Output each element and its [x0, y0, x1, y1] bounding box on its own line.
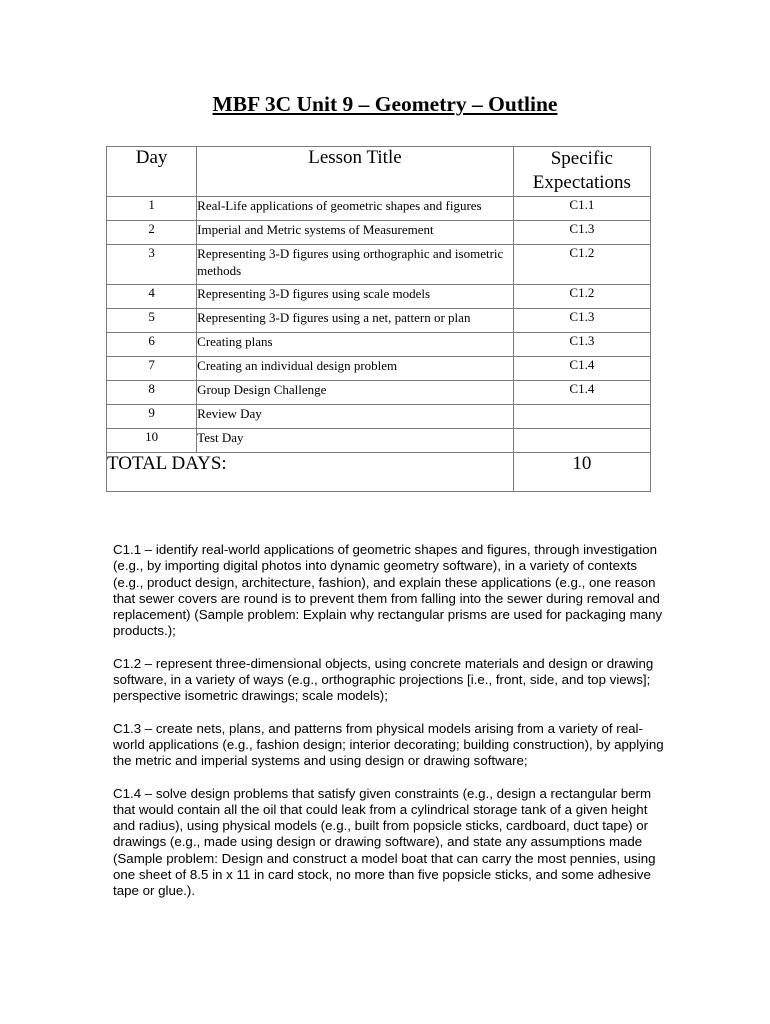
day-cell: 6	[107, 333, 197, 357]
table-row	[107, 429, 651, 453]
table-row	[107, 381, 651, 405]
table-row	[107, 405, 651, 429]
table-row	[107, 333, 651, 357]
lesson-cell: Imperial and Metric systems of Measurement	[197, 221, 514, 245]
lesson-cell: Creating plans	[197, 333, 514, 357]
day-cell: 1	[107, 197, 197, 221]
table-header-row	[107, 147, 651, 197]
expectation-cell: C1.4	[513, 381, 650, 405]
expectation-cell: C1.4	[513, 357, 650, 381]
expectation-c1-1: C1.1 – identify real-world applications of geometric shapes and figures, through investigation (e.g., by importing digital photos into dynamic geometry software), in a variety of contexts (e.g., product design, architecture, fashion), and explain these applications (e.g., one reason that sewer covers are round is to prevent them from falling into the sewer during removal and replacement) (Sample problem: Explain why rectangular prisms are used for packaging many products.);	[113, 542, 663, 639]
day-cell: 2	[107, 221, 197, 245]
table-row	[107, 285, 651, 309]
day-cell: 4	[107, 285, 197, 309]
total-days-value: 10	[513, 453, 650, 492]
expectation-c1-2: C1.2 – represent three-dimensional objects, using concrete materials and design or drawing software, in a variety of ways (e.g., orthographic projections [i.e., front, side, and top views]; perspective isometric drawings; scale models);	[113, 655, 654, 704]
header-specific-expectations: Specific Expectations	[513, 147, 650, 197]
header-lesson-title: Lesson Title	[197, 147, 514, 197]
page-title: MBF 3C Unit 9 – Geometry – Outline	[212, 92, 558, 116]
day-cell: 5	[107, 309, 197, 333]
lesson-cell: Representing 3-D figures using a net, pattern or plan	[197, 309, 514, 333]
expectation-c1-3: C1.3 – create nets, plans, and patterns from physical models arising from a variety of real-world applications (e.g., fashion design; interior decorating; building construction), by applying the metric and imperial systems and using design or drawing software;	[113, 720, 664, 769]
outline-table	[106, 146, 651, 492]
day-cell: 3	[107, 245, 197, 285]
lesson-cell: Review Day	[197, 405, 514, 429]
day-cell: 8	[107, 381, 197, 405]
table-row	[107, 357, 651, 381]
day-cell: 9	[107, 405, 197, 429]
lesson-cell: Representing 3-D figures using scale models	[197, 285, 514, 309]
expectation-cell: C1.1	[513, 197, 650, 221]
expectations-notes	[113, 542, 668, 916]
lesson-cell: Test Day	[197, 429, 514, 453]
lesson-cell: Real-Life applications of geometric shapes and figures	[197, 197, 514, 221]
lesson-cell: Group Design Challenge	[197, 381, 514, 405]
lesson-cell: Representing 3-D figures using orthographic and isometric methods	[197, 245, 514, 285]
header-day: Day	[107, 147, 197, 197]
expectation-cell: C1.3	[513, 221, 650, 245]
expectation-cell: C1.3	[513, 333, 650, 357]
expectation-cell: C1.2	[513, 245, 650, 285]
expectation-c1-4-sample-problem: (Sample problem: Design and construct a model boat that can carry the most pennies, using one sheet of 8.5 in x 11 in card stock, no more than five popsicle sticks, and some adhesive tape or glue.).	[113, 850, 656, 899]
day-cell: 10	[107, 429, 197, 453]
table-row	[107, 245, 651, 285]
expectation-cell: C1.2	[513, 285, 650, 309]
table-row	[107, 221, 651, 245]
expectation-cell	[513, 405, 650, 429]
lesson-cell: Creating an individual design problem	[197, 357, 514, 381]
table-row	[107, 309, 651, 333]
expectation-cell: C1.3	[513, 309, 650, 333]
expectation-c1-4: C1.4 – solve design problems that satisfy given constraints (e.g., design a rectangular berm that would contain all the oil that could leak from a cylindrical storage tank of a given height and radius), using physical models (e.g., built from popsicle sticks, cardboard, duct tape) or drawings (e.g., made using design or drawing software), and state any assumptions made	[113, 785, 652, 850]
table-row	[107, 197, 651, 221]
total-days-label: TOTAL DAYS:	[107, 453, 514, 492]
day-cell: 7	[107, 357, 197, 381]
expectation-cell	[513, 429, 650, 453]
total-row	[107, 453, 651, 492]
